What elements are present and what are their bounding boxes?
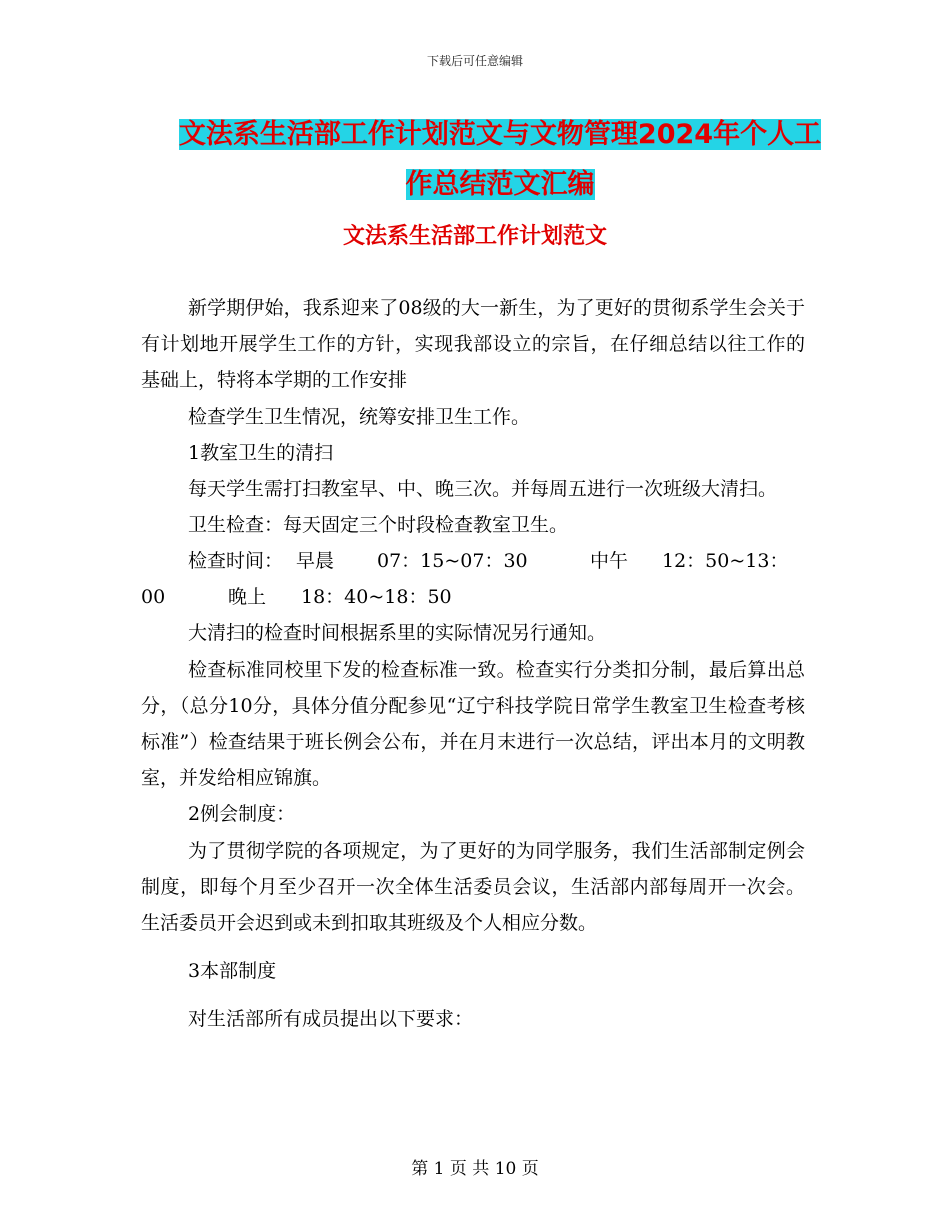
paragraph: 1教室卫生的清扫 — [188, 441, 334, 464]
footer-prefix: 第 — [411, 1159, 429, 1179]
morning-label: 早晨 — [296, 550, 335, 573]
footer-page-number: 1 — [433, 1159, 445, 1179]
document-title-line-2: 作总结范文汇编 — [405, 169, 595, 200]
inspection-schedule — [141, 543, 805, 615]
evening-time: 18：40~18：50 — [301, 586, 452, 609]
paragraph: 对生活部所有成员提出以下要求： — [188, 1008, 474, 1031]
document-body — [141, 290, 805, 1038]
document-title — [140, 110, 860, 210]
paragraph: 检查标准同校里下发的检查标准一致。检查实行分类扣分制，最后算出总分，（总分10分，具体分值分配参见“辽宁科技学院日常学生教室卫生检查考核标准”）检查结果于班长例会公布，并在月末进行一次总结，评出本月的文明教室，并发给相应锦旗。 — [141, 658, 805, 790]
paragraph: 为了贯彻学院的各项规定，为了更好的为同学服务，我们生活部制定例会制度，即每个月至少召开一次全体生活委员会议，生活部内部每周开一次会。生活委员开会迟到或未到扣取其班级及个人相应分数。 — [141, 839, 805, 935]
schedule-label: 检查时间： — [188, 550, 284, 573]
document-title-line-1: 文法系生活部工作计划范文与文物管理2024年个人工 — [178, 119, 822, 150]
noon-label: 中午 — [590, 550, 629, 573]
evening-label: 晚上 — [228, 586, 267, 609]
paragraph: 每天学生需打扫教室早、中、晚三次。并每周五进行一次班级大清扫。 — [188, 478, 778, 501]
noon-time-continued: 00 — [141, 586, 166, 609]
paragraph: 2例会制度： — [188, 803, 296, 826]
footer-total-pages: 10 — [494, 1159, 517, 1179]
paragraph: 3本部制度 — [188, 960, 277, 983]
morning-time: 07：15~07：30 — [377, 550, 528, 573]
paragraph: 卫生检查：每天固定三个时段检查教室卫生。 — [188, 514, 569, 537]
header-note: 下载后可任意编辑 — [426, 54, 523, 68]
section-title: 文法系生活部工作计划范文 — [342, 224, 607, 249]
page-footer — [0, 1154, 950, 1179]
footer-middle: 页 共 — [449, 1159, 490, 1179]
footer-suffix: 页 — [521, 1159, 539, 1179]
paragraph: 检查学生卫生情况，统筹安排卫生工作。 — [188, 405, 531, 428]
paragraph: 新学期伊始，我系迎来了08级的大一新生，为了更好的贯彻系学生会关于有计划地开展学生工作的方针，实现我部设立的宗旨，在仔细总结以往工作的基础上，特将本学期的工作安排 — [141, 297, 805, 392]
noon-time: 12：50~13： — [662, 550, 789, 573]
paragraph: 大清扫的检查时间根据系里的实际情况另行通知。 — [188, 622, 607, 645]
